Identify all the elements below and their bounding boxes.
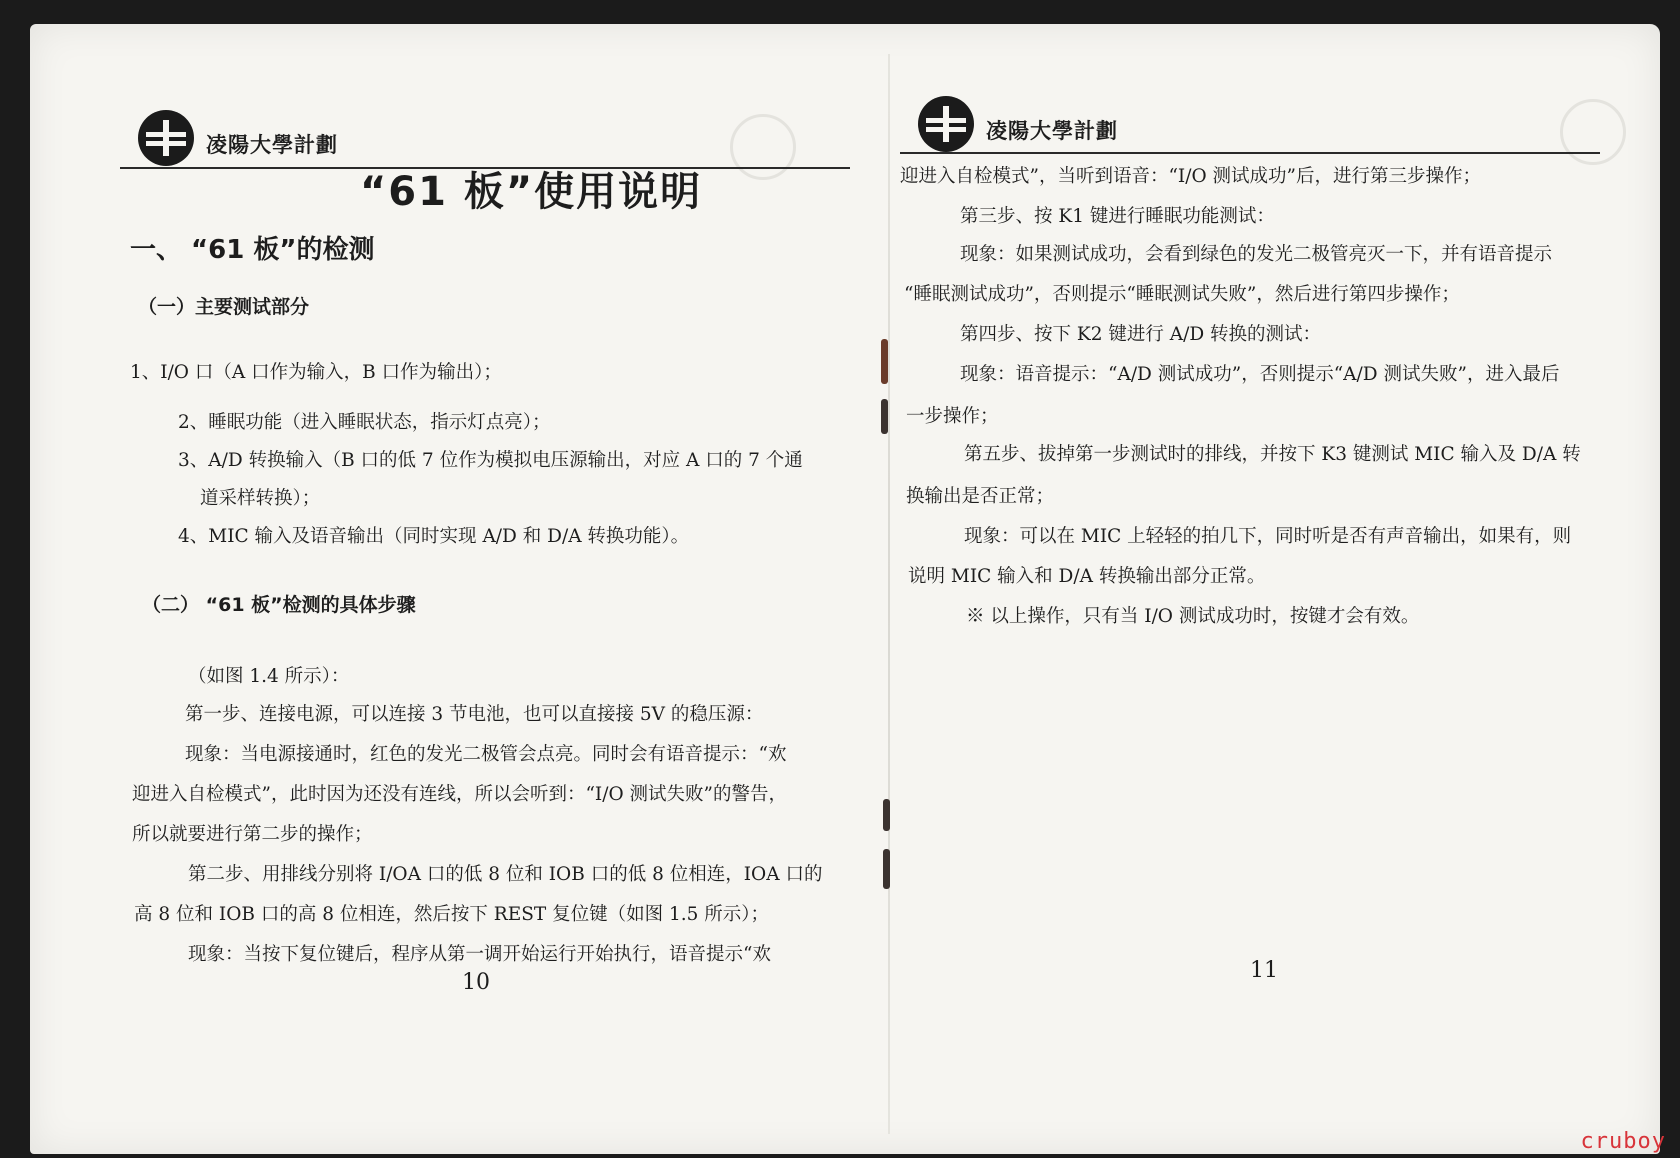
doc-title: “61 板”使用说明 (360, 169, 703, 215)
staple (883, 849, 890, 889)
test-item: 4、MIC 输入及语音输出（同时实现 A/D 和 D/A 转换功能）。 (178, 526, 690, 547)
body-line: 第一步、连接电源，可以连接 3 节电池，也可以直接接 5V 的稳压源： (185, 704, 764, 725)
body-line: 换输出是否正常； (906, 486, 1055, 507)
right-page (900, 24, 1670, 1154)
test-item-continued: 道采样转换）； (200, 488, 321, 509)
body-line: 所以就要进行第二步的操作； (132, 824, 373, 845)
sunplus-logo-icon (918, 96, 974, 152)
page-number: 10 (462, 970, 490, 995)
note-line: ※ 以上操作，只有当 I/O 测试成功时，按键才会有效。 (966, 606, 1420, 627)
header-logo-row (138, 110, 338, 166)
body-line: 现象：当电源接通时，红色的发光二极管会点亮。同时会有语音提示：“欢 (185, 744, 787, 765)
book-gutter (888, 54, 890, 1134)
test-item: 3、A/D 转换输入（B 口的低 7 位作为模拟电压源输出，对应 A 口的 7 个通 (178, 450, 803, 471)
test-item: 2、睡眠功能（进入睡眠状态，指示灯点亮）； (178, 412, 551, 433)
body-line: 现象：语音提示：“A/D 测试成功”，否则提示“A/D 测试失败”，进入最后 (960, 364, 1560, 385)
org-name: 凌陽大學計劃 (986, 119, 1118, 143)
header-logo-row (918, 96, 1118, 152)
left-page (90, 24, 880, 1154)
sunplus-logo-icon (138, 110, 194, 166)
body-line: 第四步、按下 K2 键进行 A/D 转换的测试： (960, 324, 1322, 345)
scan-credit: cruboy (1580, 1129, 1666, 1154)
bleed-through-seal (730, 114, 796, 180)
book-spread (30, 24, 1660, 1154)
body-line: 现象：如果测试成功，会看到绿色的发光二极管亮灭一下，并有语音提示 (960, 244, 1553, 265)
staple (883, 799, 890, 831)
body-line: 第二步、用排线分别将 I/OA 口的低 8 位和 IOB 口的低 8 位相连，IOA 口的 (188, 864, 823, 885)
header-rule (900, 152, 1600, 154)
body-line: 说明 MIC 输入和 D/A 转换输出部分正常。 (908, 566, 1266, 587)
section-heading: 一、 “61 板”的检测 (130, 235, 375, 265)
body-line: 迎进入自检模式”，当听到语音：“I/O 测试成功”后，进行第三步操作； (900, 166, 1481, 187)
body-line: 现象：当按下复位键后，程序从第一调开始运行开始执行，语音提示“欢 (188, 944, 771, 965)
sub-heading-main-tests: （一）主要测试部分 (138, 296, 310, 318)
sub-heading-steps: （二） “61 板”检测的具体步骤 (142, 594, 416, 616)
body-line: 第五步、拔掉第一步测试时的排线，并按下 K3 键测试 MIC 输入及 D/A 转 (964, 444, 1581, 465)
body-line: 高 8 位和 IOB 口的高 8 位相连，然后按下 REST 复位键（如图 1.5 所示）； (134, 904, 770, 925)
test-item: 1、I/O 口（A 口作为输入，B 口作为输出）； (130, 362, 502, 383)
staple (881, 339, 888, 384)
org-name: 凌陽大學計劃 (206, 133, 338, 157)
bleed-through-seal (1560, 99, 1626, 165)
staple (881, 399, 888, 434)
body-line: 第三步、按 K1 键进行睡眠功能测试： (960, 206, 1275, 227)
body-line: 迎进入自检模式”，此时因为还没有连线，所以会听到：“I/O 测试失败”的警告， (132, 784, 787, 805)
page-number: 11 (1250, 958, 1278, 983)
body-line: 现象：可以在 MIC 上轻轻的拍几下，同时听是否有声音输出，如果有，则 (964, 526, 1572, 547)
body-line: “睡眠测试成功”，否则提示“睡眠测试失败”，然后进行第四步操作； (904, 284, 1460, 305)
body-line: （如图 1.4 所示）： (188, 666, 350, 687)
body-line: 一步操作； (906, 406, 999, 427)
